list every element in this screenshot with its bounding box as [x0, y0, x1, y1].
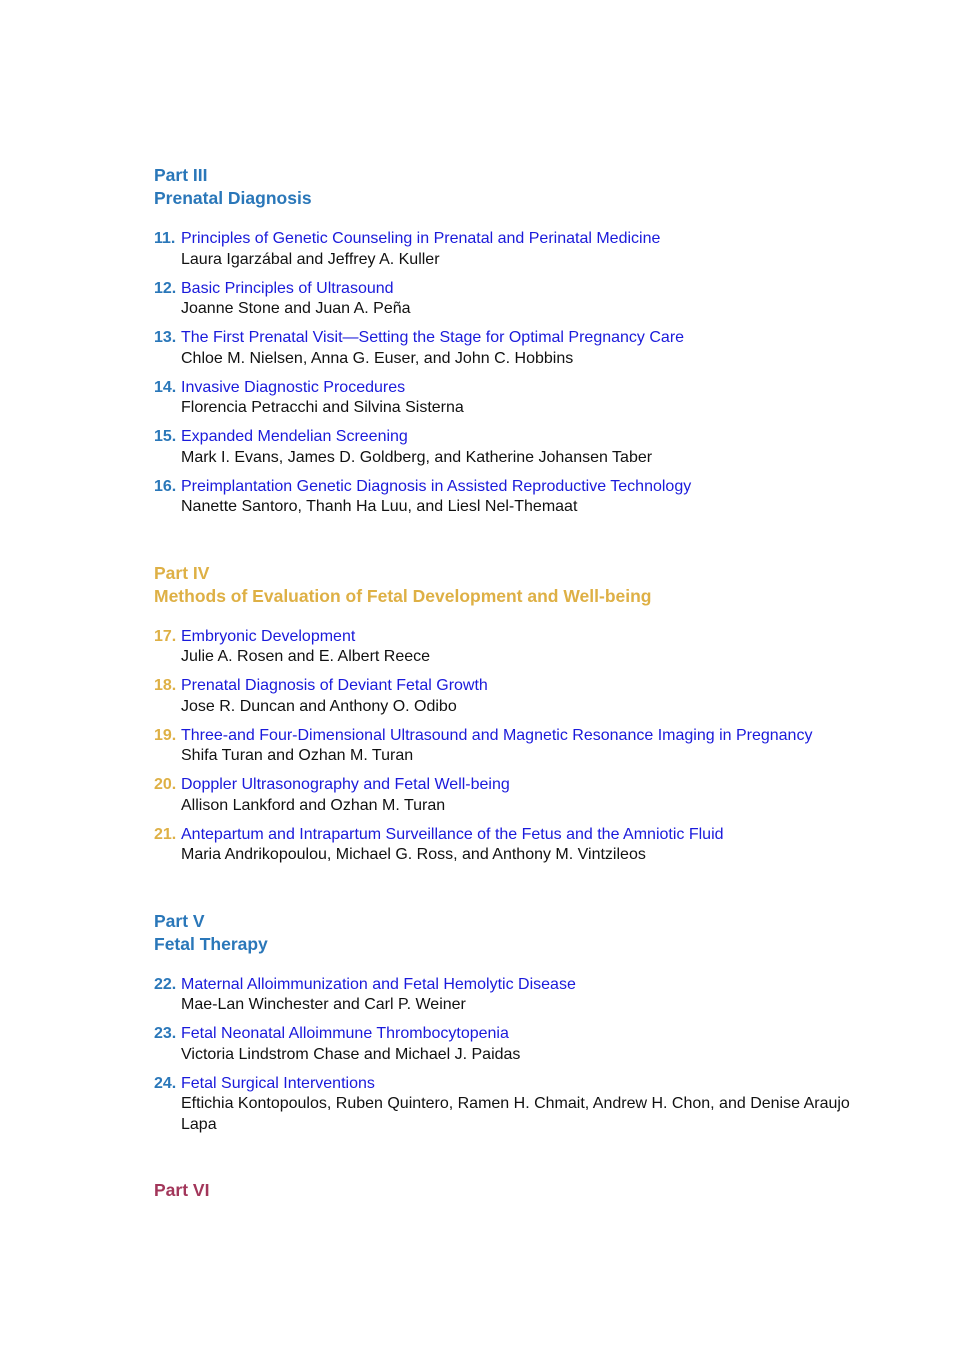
chapter-entry [154, 328, 854, 369]
part-label-vi: Part VI [154, 1180, 210, 1200]
chapter-title-link[interactable]: Prenatal Diagnosis of Deviant Fetal Growth [181, 677, 488, 694]
chapter-number: 12. [154, 279, 177, 297]
chapter-title-link[interactable]: Antepartum and Intrapartum Surveillance of the Fetus and the Amniotic Fluid [181, 825, 724, 843]
chapter-title-link[interactable]: Fetal Neonatal Alloimmune Thrombocytopenia [181, 1025, 509, 1042]
part-title: Methods of Evaluation of Fetal Development and Well-being [154, 585, 652, 606]
chapter-entry [154, 477, 854, 518]
chapter-entry [154, 229, 854, 270]
chapter-entry [154, 975, 854, 1016]
chapter-number: 13. [154, 329, 177, 346]
chapter-title-link[interactable]: Invasive Diagnostic Procedures [181, 378, 406, 396]
chapter-body [181, 975, 854, 1016]
chapter-title-link[interactable]: Maternal Alloimmunization and Fetal Hemolytic Disease [181, 975, 576, 993]
chapter-number: 17. [154, 627, 177, 645]
part-label: Part III [154, 165, 208, 185]
chapter-authors: Florencia Petracchi and Silvina Sisterna [181, 399, 464, 416]
chapter-number: 19. [154, 726, 177, 744]
chapter-entry [154, 627, 854, 668]
chapter-authors: Maria Andrikopoulou, Michael G. Ross, and Anthony M. Vintzileos [181, 846, 646, 863]
part-section [154, 910, 854, 1136]
chapter-entry [154, 427, 854, 468]
chapter-title-link[interactable]: Basic Principles of Ultrasound [181, 279, 394, 297]
chapter-body [181, 775, 854, 816]
chapter-body [181, 477, 854, 518]
chapter-body [181, 1024, 854, 1065]
chapter-authors: Mark I. Evans, James D. Goldberg, and Katherine Johansen Taber [181, 448, 653, 466]
chapter-body [181, 627, 854, 668]
chapter-entry [154, 726, 854, 767]
chapter-body [181, 279, 854, 320]
chapter-entry [154, 279, 854, 320]
chapter-number: 23. [154, 1025, 177, 1042]
chapter-body [181, 1074, 854, 1136]
chapter-title-link[interactable]: Embryonic Development [181, 627, 356, 645]
chapter-number: 16. [154, 477, 177, 495]
chapter-authors: Mae-Lan Winchester and Carl P. Weiner [181, 996, 466, 1013]
chapter-number: 18. [154, 677, 177, 694]
chapter-authors: Julie A. Rosen and E. Albert Reece [181, 648, 431, 665]
chapter-authors: Chloe M. Nielsen, Anna G. Euser, and John C. Hobbins [181, 349, 574, 367]
chapter-number: 14. [154, 378, 177, 396]
chapter-authors: Shifa Turan and Ozhan M. Turan [181, 747, 414, 764]
chapter-body [181, 427, 854, 468]
chapter-entry [154, 775, 854, 816]
chapter-title-link[interactable]: Preimplantation Genetic Diagnosis in Assisted Reproductive Technology [181, 477, 692, 495]
part-section [154, 164, 854, 518]
chapter-entry [154, 378, 854, 419]
table-of-contents [154, 164, 854, 1202]
chapter-entry [154, 1074, 854, 1136]
chapter-body [181, 726, 854, 767]
chapter-authors: Allison Lankford and Ozhan M. Turan [181, 796, 446, 814]
chapter-number: 11. [154, 230, 176, 247]
chapter-title-link[interactable]: Fetal Surgical Interventions [181, 1074, 375, 1092]
chapter-number: 24. [154, 1074, 177, 1092]
chapter-title-link[interactable]: Doppler Ultrasonography and Fetal Well-being [181, 776, 510, 793]
part-label: Part IV [154, 562, 210, 583]
chapter-authors: Victoria Lindstrom Chase and Michael J. Paidas [181, 1045, 521, 1063]
chapter-body [181, 229, 854, 270]
chapter-number: 15. [154, 428, 177, 445]
parts-list [154, 164, 854, 1135]
chapter-number: 20. [154, 776, 177, 793]
chapter-authors: Eftichia Kontopoulos, Ruben Quintero, Ramen H. Chmait, Andrew H. Chon, and Denise Araujo Lapa [181, 1095, 850, 1133]
chapter-title-link[interactable]: The First Prenatal Visit—Setting the Stage for Optimal Pregnancy Care [181, 329, 685, 346]
chapter-title-link[interactable]: Principles of Genetic Counseling in Prenatal and Perinatal Medicine [181, 230, 661, 247]
part-label: Part V [154, 910, 205, 931]
chapter-body [181, 378, 854, 419]
chapter-body [181, 328, 854, 369]
chapter-authors: Laura Igarzábal and Jeffrey A. Kuller [181, 250, 440, 268]
chapter-body [181, 676, 854, 717]
part-title: Prenatal Diagnosis [154, 188, 312, 208]
part-section [154, 562, 854, 866]
chapter-entry [154, 1024, 854, 1065]
chapter-authors: Jose R. Duncan and Anthony O. Odibo [181, 697, 457, 715]
chapter-title-link[interactable]: Three-and Four-Dimensional Ultrasound and Magnetic Resonance Imaging in Pregnancy [181, 726, 813, 744]
chapter-body [181, 825, 854, 866]
chapter-entry [154, 825, 854, 866]
chapter-title-link[interactable]: Expanded Mendelian Screening [181, 428, 408, 445]
chapter-entry [154, 676, 854, 717]
chapter-number: 22. [154, 975, 177, 993]
chapter-number: 21. [154, 825, 177, 843]
chapter-authors: Joanne Stone and Juan A. Peña [181, 300, 411, 317]
part-title: Fetal Therapy [154, 933, 268, 954]
chapter-authors: Nanette Santoro, Thanh Ha Luu, and Liesl Nel-Themaat [181, 498, 578, 515]
